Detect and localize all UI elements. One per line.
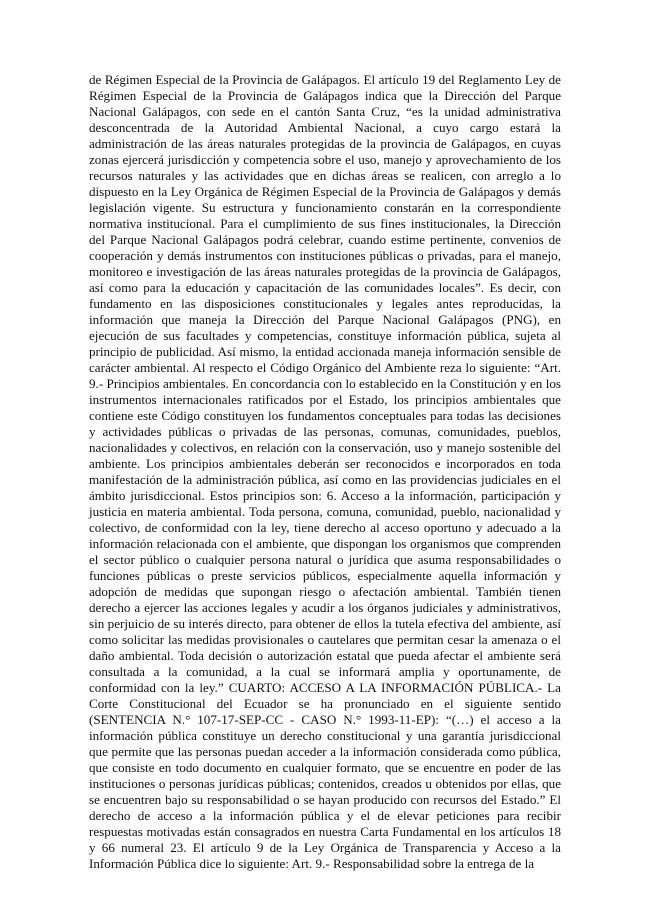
body-paragraph: de Régimen Especial de la Provincia de Galápagos. El artículo 19 del Reglamento Ley de Régimen Especial de la Provincia de Galápagos indica que la Dirección del Parque Nacional Galápagos, con sede en el cantón Santa Cruz, “es la unidad administrativa desconcentrada de la Autoridad Ambiental Nacional, a cuyo cargo estará la administración de las áreas naturales protegidas de la provincia de Galápagos, en cuyas zonas ejercerá jurisdicción y competencia sobre el uso, manejo y aprovechamiento de los recursos naturales y las actividades que en dichas áreas se realicen, con arreglo a lo dispuesto en la Ley Orgánica de Régimen Especial de la Provincia de Galápagos y demás legislación vigente. Su estructura y funcionamiento constarán en la correspondiente normativa institucional. Para el cumplimiento de sus fines institucionales, la Dirección del Parque Nacional Galápagos podrá celebrar, cuando estime pertinente, convenios de cooperación y demás instrumentos con instituciones públicas o privadas, para el manejo, monitoreo e investigación de las áreas naturales protegidas de la provincia de Galápagos, así como para la educación y capacitación de las comunidades locales”. Es decir, con fundamento en las disposiciones constitucionales y legales antes reproducidas, la información que maneja la Dirección del Parque Nacional Galápagos (PNG), en ejecución de sus facultades y competencias, constituye información pública, sujeta al principio de publicidad. Así mismo, la entidad accionada maneja información sensible de carácter ambiental. Al respecto el Código Orgánico del Ambiente reza lo siguiente: “Art. 9.- Principios ambientales. En concordancia con lo establecido en la Constitución y en los instrumentos internacionales ratificados por el Estado, los principios ambientales que contiene este Código constituyen los fundamentos conceptuales para todas las decisiones y actividades públicas o privadas de las personas, comunas, comunidades, pueblos, nacionalidades y colectivos, en relación con la conservación, uso y manejo sostenible del ambiente. Los principios ambientales deberán ser reconocidos e incorporados en toda manifestación de la administración pública, así como en las providencias judiciales en el ámbito jurisdiccional. Estos principios son: 6. Acceso a la información, participación y justicia en materia ambiental. Toda persona, comuna, comunidad, pueblo, nacionalidad y colectivo, de conformidad con la ley, tiene derecho al acceso oportuno y adecuado a la información relacionada con el ambiente, que dispongan los organismos que comprenden el sector público o cualquier persona natural o jurídica que asuma responsabilidades o funciones públicas o preste servicios públicos, especialmente aquella información y adopción de medidas que supongan riesgo o afectación ambiental. También tienen derecho a ejercer las acciones legales y acudir a los órganos judiciales y administrativos, sin perjuicio de su interés directo, para obtener de ellos la tutela efectiva del ambiente, así como solicitar las medidas provisionales o cautelares que permitan cesar la amenaza o el daño ambiental. Toda decisión o autorización estatal que pueda afectar el ambiente será consultada a la comunidad, a la cual se informará amplia y oportunamente, de conformidad con la ley.” CUARTO: ACCESO A LA INFORMACIÓN PÚBLICA.- La Corte Constitucional del Ecuador se ha pronunciado en el siguiente sentido (SENTENCIA N.° 107-17-SEP-CC - CASO N.° 1993-11-EP): “(…) el acceso a la información pública constituye un derecho constitucional y una garantía jurisdiccional que permite que las personas puedan acceder a la información considerada como pública, que consiste en todo documento en cualquier formato, que se encuentre en poder de las instituciones o personas jurídicas públicas; contenidos, creados u obtenidos por ellas, que se encuentren bajo su responsabilidad o se hayan producido con recursos del Estado.” El derecho de acceso a la información pública y el de elevar peticiones para recibir respuestas motivadas están consagrados en nuestra Carta Fundamental en los artículos 18 y 66 numeral 23. El artículo 9 de la Ley Orgánica de Transparencia y Acceso a la Información Pública dice lo siguiente: Art. 9.- Responsabilidad sobre la entrega de la: [89, 72, 561, 871]
document-page: [89, 72, 561, 872]
